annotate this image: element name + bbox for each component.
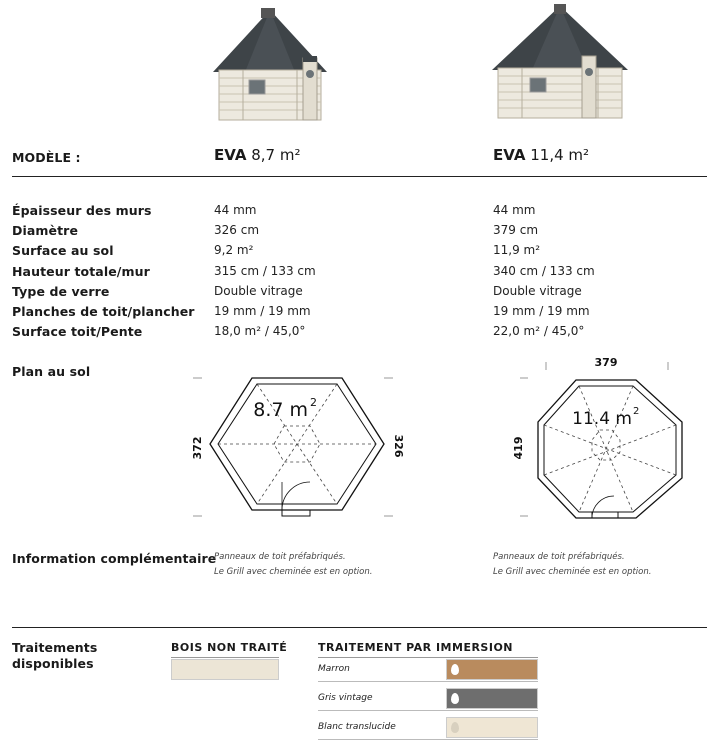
spec-value-model1: 19 mm / 19 mm <box>214 304 311 318</box>
spec-value-model2: 340 cm / 133 cm <box>493 264 595 278</box>
untreated-rule <box>171 657 279 658</box>
treatment-swatch <box>446 717 538 738</box>
spec-label: Diamètre <box>12 223 79 238</box>
treatment-name: Gris vintage <box>318 693 373 703</box>
spec-value-model2: 19 mm / 19 mm <box>493 304 590 318</box>
header-divider <box>12 176 707 177</box>
spec-value-model1: Double vitrage <box>214 284 303 298</box>
chimney-icon <box>261 8 275 18</box>
extra-line-2: Le Grill avec cheminée est en option. <box>214 567 373 577</box>
spec-label: Hauteur totale/mur <box>12 264 150 279</box>
model2-name: EVA <box>493 146 526 164</box>
model2-size: 11,4 m² <box>530 146 590 164</box>
extra-info-2 <box>493 552 651 577</box>
treatments-label-line2: disponibles <box>12 656 94 671</box>
extra-line-2: Le Grill avec cheminée est en option. <box>493 567 652 577</box>
cabin-small-image <box>205 4 335 128</box>
spec-value-model2: 379 cm <box>493 223 539 237</box>
spec-value-model2: Double vitrage <box>493 284 582 298</box>
plan1-right-dim: 326 <box>392 434 405 458</box>
chimney-icon <box>554 4 566 14</box>
treatment-rule <box>318 681 538 682</box>
drop-icon <box>451 722 459 733</box>
plan2-area: 11.4 m <box>572 409 632 429</box>
treatment-swatch <box>446 659 538 680</box>
treatment-rule <box>318 739 538 740</box>
spec-label: Surface toit/Pente <box>12 324 143 339</box>
plan2-top-dim: 379 <box>594 356 618 369</box>
plan2-area-sup: 2 <box>633 406 640 417</box>
treatments-divider <box>12 627 707 628</box>
treatment-swatch <box>446 688 538 709</box>
model2-title <box>493 146 589 164</box>
untreated-title: BOIS NON TRAITÉ <box>171 641 288 654</box>
spec-value-model2: 11,9 m² <box>493 243 541 257</box>
treatments-label-line1: Traitements <box>12 640 98 655</box>
cabin-large-image <box>486 2 634 128</box>
immersion-title: TRAITEMENT PAR IMMERSION <box>318 641 514 654</box>
spec-label: Épaisseur des murs <box>12 203 152 218</box>
spec-value-model2: 22,0 m² / 45,0° <box>493 324 585 338</box>
treatment-rule <box>318 710 538 711</box>
extra-info-1 <box>214 552 372 577</box>
extra-line-1: Panneaux de toit préfabriqués. <box>493 552 625 562</box>
floorplan-label: Plan au sol <box>12 364 91 379</box>
treatment-name: Blanc translucide <box>318 722 396 732</box>
plan1-area: 8.7 m <box>253 399 308 421</box>
drop-icon <box>451 664 459 675</box>
spec-label: Planches de toit/plancher <box>12 304 195 319</box>
spec-label: Type de verre <box>12 284 110 299</box>
extra-info-label: Information complémentaire <box>12 551 217 566</box>
floorplan-large <box>508 350 707 530</box>
spec-label: Surface au sol <box>12 243 114 258</box>
drop-icon <box>451 693 459 704</box>
spec-value-model2: 44 mm <box>493 203 536 217</box>
model1-name: EVA <box>214 146 247 164</box>
spec-value-model1: 18,0 m² / 45,0° <box>214 324 306 338</box>
spec-value-model1: 326 cm <box>214 223 260 237</box>
floorplan-small <box>188 368 412 528</box>
extra-line-1: Panneaux de toit préfabriqués. <box>214 552 346 562</box>
plan1-left-dim: 372 <box>191 436 204 460</box>
model1-title <box>214 146 300 164</box>
spec-value-model1: 315 cm / 133 cm <box>214 264 316 278</box>
immersion-rule <box>318 657 538 658</box>
model1-size: 8,7 m² <box>251 146 301 164</box>
treatment-name: Marron <box>318 664 350 674</box>
treatments-label <box>12 640 97 672</box>
spec-value-model1: 9,2 m² <box>214 243 254 257</box>
plan1-area-sup: 2 <box>310 396 317 409</box>
spec-value-model1: 44 mm <box>214 203 257 217</box>
untreated-swatch <box>171 659 279 680</box>
model-label: MODÈLE : <box>12 150 81 165</box>
plan2-left-dim: 419 <box>512 436 525 460</box>
